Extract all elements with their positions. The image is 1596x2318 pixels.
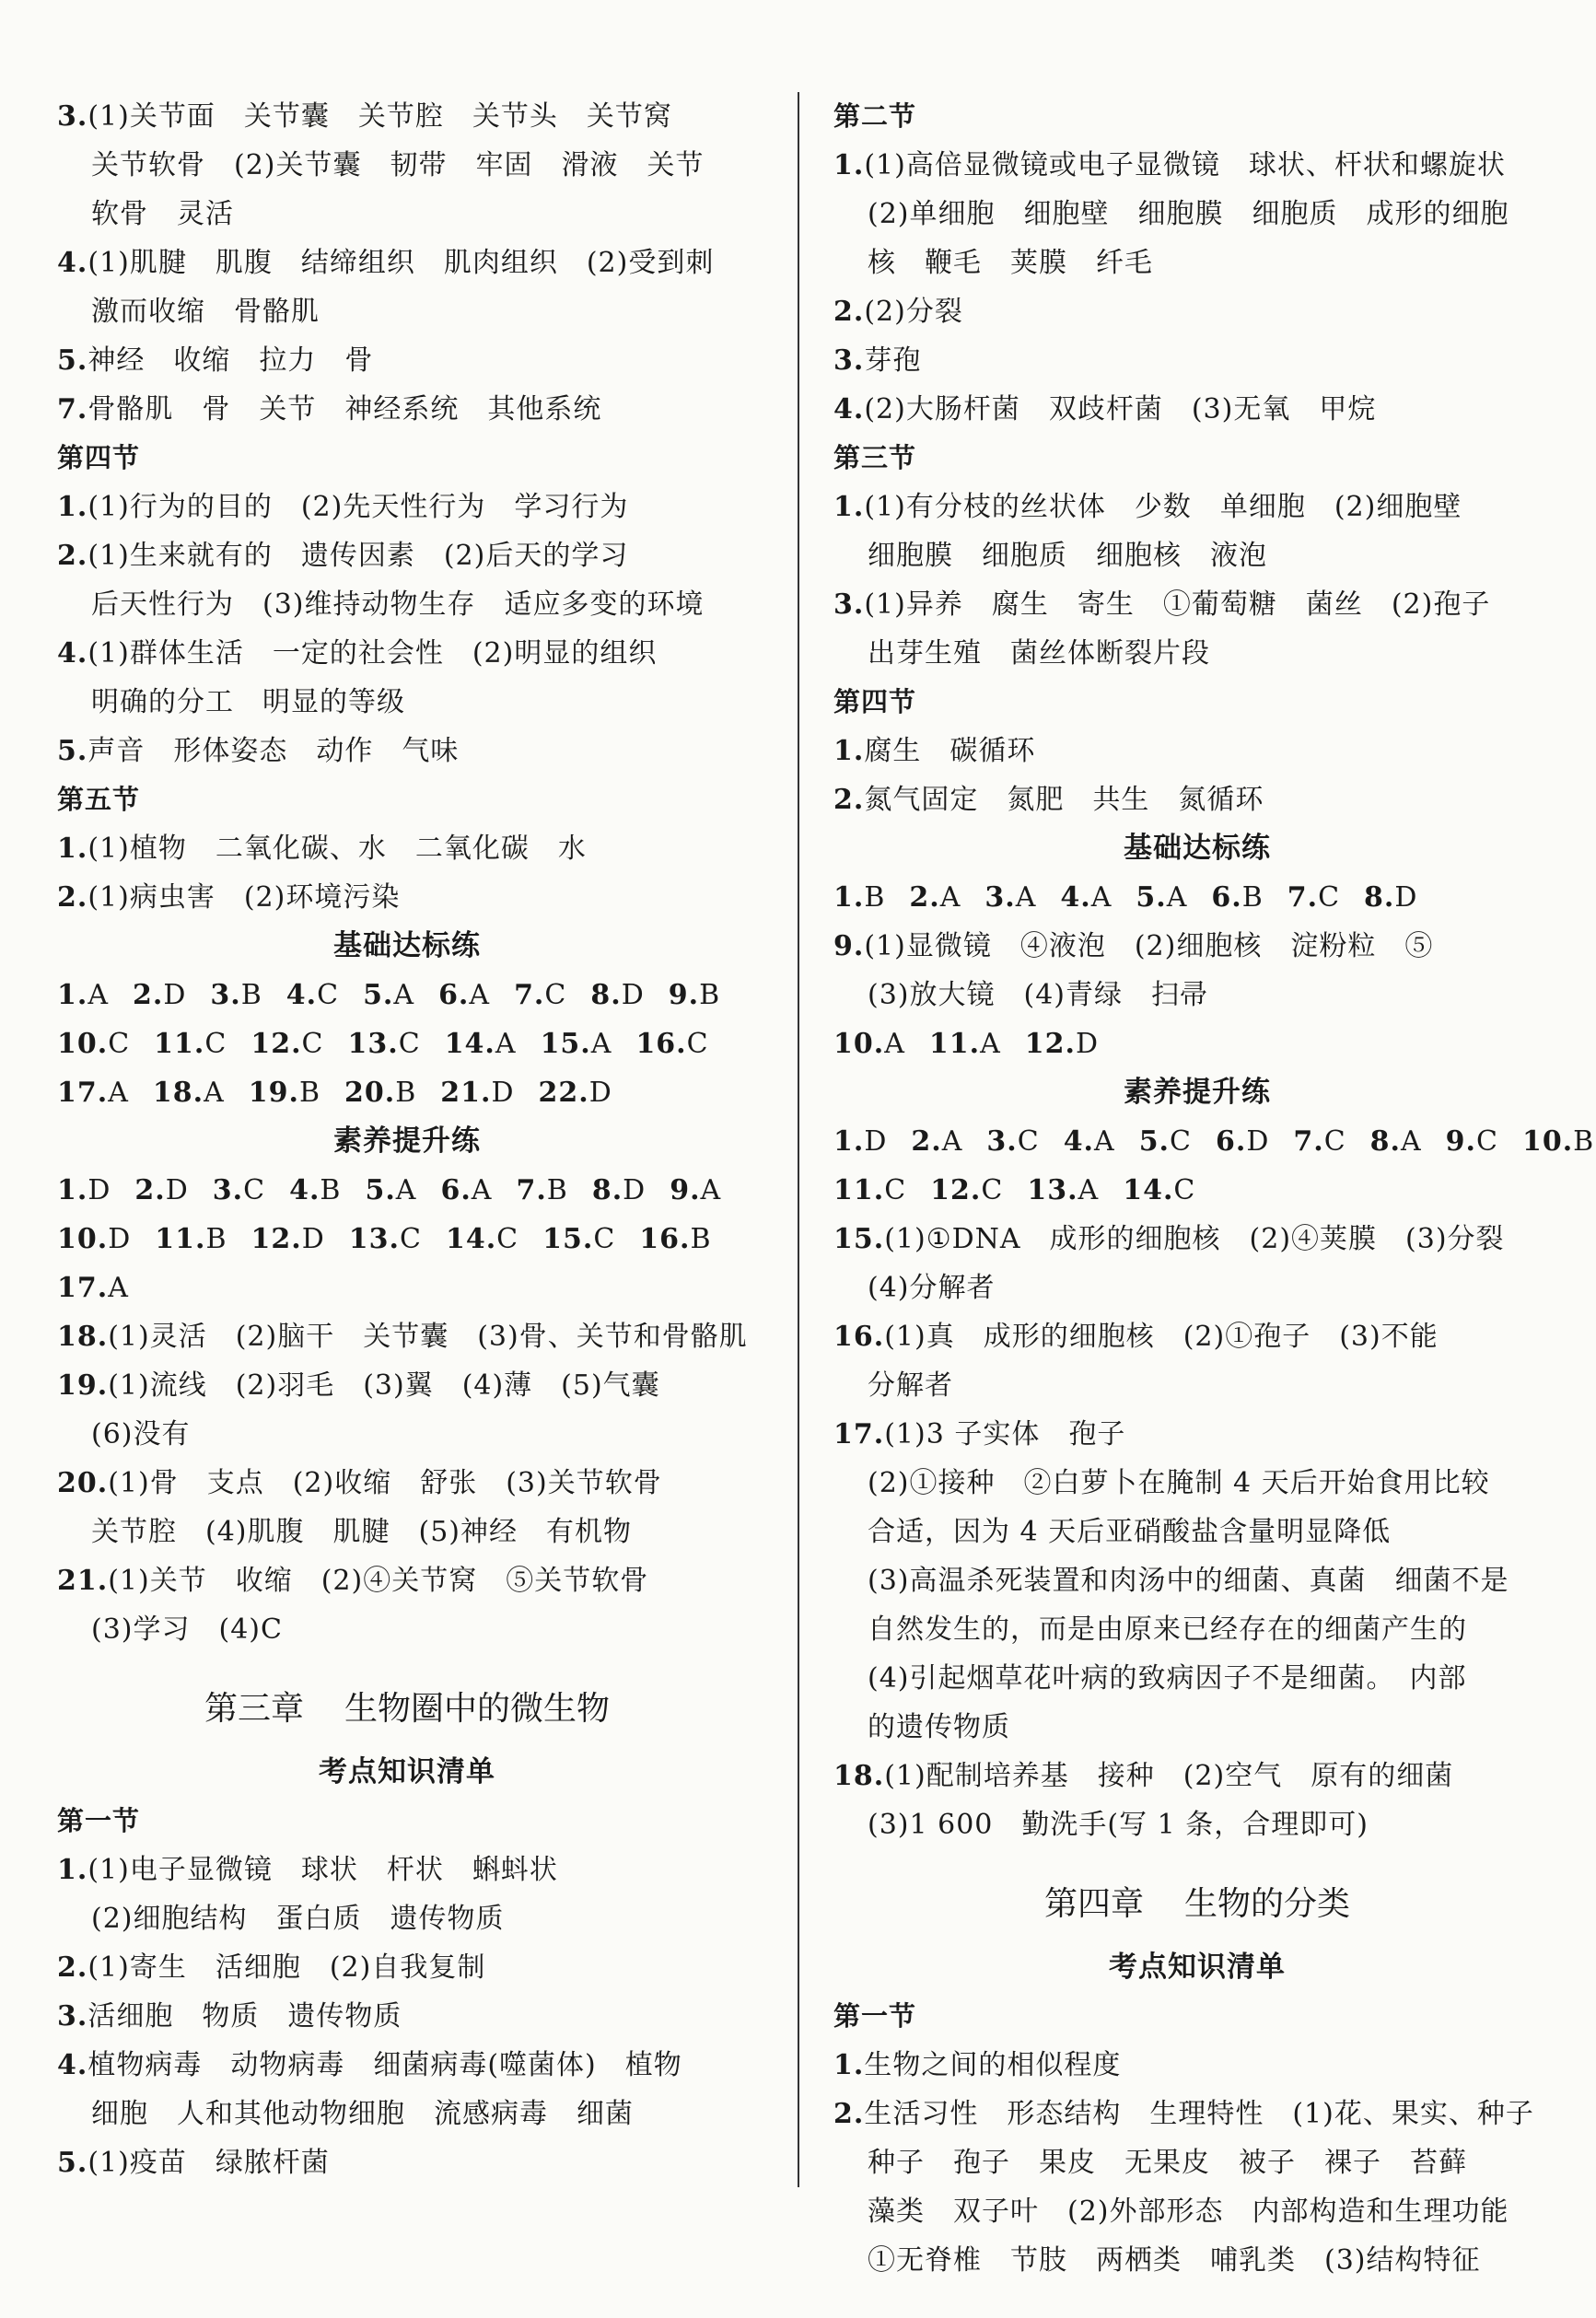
question-number: 5. [363,979,394,1011]
answer-letter: C [398,1028,421,1060]
answer-line: (6)没有 [91,1418,191,1450]
answer-letter: C [884,1174,907,1206]
answer-letter: C [243,1174,266,1206]
question-number: 10. [57,1223,109,1255]
answer-letter: C [1318,881,1341,914]
question-number: 2. [134,1174,166,1206]
question-number: 3. [986,1125,1018,1158]
answer-line: (3)放大镜 (4)青绿 扫帚 [868,979,1208,1011]
question-number: 2. [911,1125,942,1158]
answer-letter: B [240,979,262,1011]
question-number: 5. [1138,1125,1171,1158]
answer-line: 3.活细胞 物质 遗传物质 [57,2000,402,2033]
answer-item [539,1068,612,1117]
answer-line: 1.(1)电子显微镜 球状 杆状 蝌蚪状 [57,1854,558,1886]
answer-item [833,1117,887,1166]
answer-item [286,971,339,1019]
answer-line: 2.(1)生来就有的 遗传因素 (2)后天的学习 [57,540,629,572]
question-number: 10. [833,1028,885,1060]
question-number: 15. [542,1223,594,1255]
answer-letter: B [690,1223,712,1255]
answer-line: 2.生活习性 形态结构 生理特性 (1)花、果实、种子 [833,2098,1534,2130]
question-number: 14. [1123,1174,1174,1206]
answer-item [542,1215,615,1264]
answer-line: (2)细胞结构 蛋白质 遗传物质 [91,1903,505,1935]
answer-line: 2.(2)分裂 [833,296,963,328]
answer-letter: A [108,1077,129,1109]
answer-line: 17.(1)3 子实体 孢子 [833,1418,1126,1450]
answer-item [446,1215,518,1264]
answer-line: 2.氮气固定 氮肥 共生 氮循环 [833,784,1264,816]
question-number: 8. [1364,881,1395,914]
answer-item [1060,873,1112,922]
answer-letter: A [1166,881,1188,914]
answer-letter: D [1394,881,1418,914]
answer-item [133,971,186,1019]
answer-line: 5.神经 收缩 拉力 骨 [57,344,374,377]
answer-line: 16.(1)真 成形的细胞核 (2)①孢子 (3)不能 [833,1321,1439,1353]
question-number: 13. [347,1028,399,1060]
answer-letter: A [1401,1125,1422,1158]
answer-line: 4.(1)肌腱 肌腹 结缔组织 肌肉组织 (2)受到刺 [57,247,715,279]
question-number: 6. [1211,881,1242,914]
answer-item [153,1068,225,1117]
answer-letter: A [471,1174,493,1206]
answer-line: 自然发生的，而是由原来已经存在的细菌产生的 [868,1613,1467,1646]
answer-line: 9.(1)显微镜 ④液泡 (2)细胞核 淀粉粒 ⑤ [833,930,1434,962]
answer-letter: D [301,1223,325,1255]
answer-grid-row [57,1068,757,1117]
answer-letter: D [108,1223,132,1255]
answer-item [592,1166,646,1215]
question-number: 8. [1369,1125,1401,1158]
answer-item [365,1166,416,1215]
chapter-title: 第四章 生物的分类 [1043,1885,1351,1923]
section-heading: 第四节 [57,442,141,473]
answer-line: 18.(1)灵活 (2)脑干 关节囊 (3)骨、关节和骨骼肌 [57,1321,748,1353]
answer-line: 藻类 双子叶 (2)外部形态 内部构造和生理功能 [868,2196,1509,2228]
answer-grid-row [833,1117,1595,1166]
column-divider [798,92,799,2187]
answer-item [249,1068,320,1117]
answer-line: 分解者 [868,1369,953,1402]
answer-line: 19.(1)流线 (2)羽毛 (3)翼 (4)薄 (5)气囊 [57,1369,660,1402]
answer-letter: D [163,979,187,1011]
answer-line: 1.生物之间的相似程度 [833,2049,1122,2081]
answer-item [516,1166,567,1215]
answer-line: 1.(1)植物 二氧化碳、水 二氧化碳 水 [57,833,587,865]
answer-item [445,1019,517,1068]
section-heading: 第四节 [833,686,917,717]
answer-line: 1.(1)行为的目的 (2)先天性行为 学习行为 [57,491,629,523]
answer-line: 5.声音 形体姿态 动作 气味 [57,735,460,767]
answer-line: (4)分解者 [868,1272,996,1304]
answer-grid-row [57,1215,757,1264]
answer-line: 3.芽孢 [833,344,922,377]
answer-item [154,1019,227,1068]
answer-line: 关节腔 (4)肌腹 肌腱 (5)神经 有机物 [91,1516,632,1548]
answer-line: 的遗传物质 [868,1711,1010,1743]
answer-item [1370,1117,1422,1166]
question-number: 8. [591,1174,623,1206]
answer-item [833,1166,906,1215]
answer-item [289,1166,341,1215]
question-number: 11. [155,1223,206,1255]
question-number: 1. [57,979,88,1011]
question-number: 7. [1293,1125,1324,1158]
question-number: 20. [344,1077,396,1109]
question-number: 22. [538,1077,589,1109]
answer-line: 明确的分工 明显的等级 [91,686,405,718]
answer-item [213,1166,265,1215]
question-number: 8. [590,979,622,1011]
answer-letter: A [204,1077,225,1109]
question-number: 9. [668,979,700,1011]
answer-item [1216,1117,1269,1166]
right-column [833,92,1595,2285]
answer-letter: A [884,1028,905,1060]
question-number: 4. [289,1174,320,1206]
answer-line: 激而收缩 骨骼肌 [91,296,320,328]
answer-grid-row [57,1019,757,1068]
question-number: 4. [1060,881,1091,914]
answer-item [57,1166,111,1215]
answer-item [670,1166,721,1215]
answer-item [1364,873,1417,922]
answer-item [251,1215,325,1264]
answer-item [57,1068,129,1117]
answer-letter: B [395,1077,417,1109]
answer-letter: D [864,1125,888,1158]
answer-item [541,1019,612,1068]
answer-line: 合适，因为 4 天后亚硝酸盐含量明显降低 [868,1516,1392,1548]
answer-item [909,873,961,922]
question-number: 1. [57,1174,88,1206]
question-number: 4. [285,979,318,1011]
answer-letter: B [205,1223,227,1255]
answer-line: 4.(1)群体生活 一定的社会性 (2)明显的组织 [57,637,658,670]
answer-letter: C [1173,1174,1196,1206]
question-number: 5. [365,1174,396,1206]
answer-line: 1.(1)有分枝的丝状体 少数 单细胞 (2)细胞壁 [833,491,1462,523]
question-number: 14. [444,1028,495,1060]
answer-item [57,1264,129,1312]
question-number: 10. [57,1028,109,1060]
left-column [57,92,757,2187]
answer-item [514,971,566,1019]
answer-letter: C [496,1223,519,1255]
answer-letter: A [700,1174,722,1206]
answer-item [986,1117,1039,1166]
answer-letter: A [1090,881,1113,914]
section-heading: 第三节 [833,442,917,473]
answer-line: (2)单细胞 细胞壁 细胞膜 细胞质 成形的细胞 [868,198,1509,230]
answer-item [57,1019,130,1068]
answer-letter: D [165,1174,189,1206]
question-number: 12. [1024,1028,1076,1060]
question-number: 7. [1287,881,1319,914]
answer-letter: C [204,1028,227,1060]
answer-line: 15.(1)①DNA 成形的细胞核 (2)④荚膜 (3)分裂 [833,1223,1505,1255]
answer-letter: A [1094,1125,1115,1158]
answer-line: 20.(1)骨 支点 (2)收缩 舒张 (3)关节软骨 [57,1467,662,1499]
answer-grid-row [833,873,1561,922]
answer-line: 2.(1)寄生 活细胞 (2)自我复制 [57,1951,486,1984]
answer-letter: A [87,979,109,1011]
question-number: 6. [1215,1125,1247,1158]
answer-item [930,1166,1003,1215]
answer-item [250,1019,323,1068]
answer-item [363,971,414,1019]
answer-item [1027,1166,1099,1215]
answer-line: (3)学习 (4)C [91,1613,283,1646]
answer-letter: C [1323,1125,1346,1158]
answer-item [1211,873,1263,922]
subsection-title: 基础达标练 [1124,832,1271,865]
question-number: 11. [928,1028,981,1060]
answer-letter: A [108,1272,129,1304]
answer-letter: D [1075,1028,1100,1060]
question-number: 3. [212,1174,244,1206]
answer-letter: B [864,881,886,914]
answer-line: 核 鞭毛 荚膜 纤毛 [868,247,1153,279]
answer-item [1287,873,1340,922]
answer-item [440,1166,492,1215]
answer-item [344,1068,416,1117]
question-number: 9. [670,1174,701,1206]
answer-item [911,1117,962,1166]
answer-letter: B [320,1174,342,1206]
answer-line: 出芽生殖 菌丝体断裂片段 [868,637,1210,670]
answer-line: (2)①接种 ②白萝卜在腌制 4 天后开始食用比较 [868,1467,1490,1499]
answer-item [635,1019,708,1068]
answer-letter: A [395,1174,417,1206]
answer-item [1064,1117,1115,1166]
question-number: 11. [154,1028,205,1060]
answer-letter: C [1476,1125,1498,1158]
answer-letter: C [1017,1125,1040,1158]
answer-line: 1.腐生 碳循环 [833,735,1036,767]
answer-item [1139,1117,1192,1166]
answer-item [155,1215,227,1264]
answer-letter: A [495,1028,517,1060]
answer-line: 关节软骨 (2)关节囊 韧带 牢固 滑液 关节 [91,149,705,181]
subsection-title: 基础达标练 [333,929,481,962]
section-heading: 第一节 [57,1805,141,1836]
answer-line: 后天性行为 (3)维持动物生存 适应多变的环境 [91,588,705,621]
answer-item [349,1215,422,1264]
answer-item [134,1166,188,1215]
answer-item [1522,1117,1594,1166]
answer-line: 21.(1)关节 收缩 (2)④关节窝 ⑤关节软骨 [57,1565,649,1597]
answer-item [1293,1117,1346,1166]
question-number: 1. [833,881,865,914]
answer-letter: A [1015,881,1037,914]
answer-line: (4)引起烟草花叶病的致病因子不是细菌。 内部 [868,1662,1467,1695]
question-number: 2. [133,979,164,1011]
answer-letter: A [1078,1174,1100,1206]
answer-letter: A [469,979,491,1011]
question-number: 12. [930,1174,982,1206]
question-number: 3. [984,881,1016,914]
answer-grid-row [833,1166,1561,1215]
answer-line: 细胞膜 细胞质 细胞核 液泡 [868,540,1267,572]
answer-item [833,1019,905,1068]
answer-grid-row [57,971,757,1019]
answer-letter: B [1241,881,1264,914]
answer-letter: A [393,979,415,1011]
answer-grid-row [833,1019,1561,1068]
answer-line: 4.(2)大肠杆菌 双歧杆菌 (3)无氧 甲烷 [833,393,1377,425]
question-number: 6. [440,1174,472,1206]
question-number: 6. [438,979,470,1011]
answer-letter: B [699,979,721,1011]
answer-item [1123,1166,1195,1215]
answer-letter: C [317,979,340,1011]
answer-item [1025,1019,1099,1068]
answer-grid-row [57,1166,757,1215]
question-number: 17. [57,1077,109,1109]
answer-line: 3.(1)关节面 关节囊 关节腔 关节头 关节窝 [57,100,672,133]
answer-letter: B [546,1174,568,1206]
answer-letter: C [399,1223,422,1255]
answer-line: 2.(1)病虫害 (2)环境污染 [57,881,401,914]
answer-item [57,1215,131,1264]
answer-item [590,971,644,1019]
answer-letter: D [588,1077,612,1109]
answer-line: 4.植物病毒 动物病毒 细菌病毒(噬菌体) 植物 [57,2049,682,2081]
question-number: 16. [635,1028,687,1060]
question-number: 12. [250,1223,302,1255]
question-number: 13. [348,1223,400,1255]
subsection-title: 考点知识清单 [1109,1951,1286,1984]
answer-letter: B [1573,1125,1595,1158]
subsection-title: 素养提升练 [333,1124,481,1158]
question-number: 5. [1136,881,1167,914]
answer-item [984,873,1036,922]
answer-line: (3)1 600 勤洗手(写 1 条，合理即可) [868,1809,1369,1841]
question-number: 11. [833,1174,885,1206]
question-number: 13. [1027,1174,1078,1206]
answer-line: 3.(1)异养 腐生 寄生 ①葡萄糖 菌丝 (2)孢子 [833,588,1491,621]
answer-item [210,971,262,1019]
question-number: 9. [1445,1125,1476,1158]
answer-item [1136,873,1187,922]
answer-line: 细胞 人和其他动物细胞 流感病毒 细菌 [91,2098,634,2130]
chapter-title: 第三章 生物圈中的微生物 [204,1690,611,1728]
subsection-title: 考点知识清单 [319,1755,495,1788]
question-number: 10. [1521,1125,1574,1158]
question-number: 14. [445,1223,497,1255]
answer-item [438,971,490,1019]
question-number: 16. [639,1223,691,1255]
answer-line: 7.骨骼肌 骨 关节 神经系统 其他系统 [57,393,602,425]
answer-letter: C [544,979,567,1011]
answer-item [639,1215,711,1264]
answer-line: 软骨 灵活 [91,198,234,230]
answer-item [669,971,720,1019]
question-number: 19. [248,1077,299,1109]
answer-letter: D [1246,1125,1270,1158]
answer-line: 18.(1)配制培养基 接种 (2)空气 原有的细菌 [833,1760,1454,1792]
answer-line: ①无脊椎 节肢 两栖类 哺乳类 (3)结构特征 [868,2244,1481,2277]
question-number: 18. [152,1077,204,1109]
answer-item [1446,1117,1498,1166]
section-heading: 第一节 [833,2000,917,2032]
answer-letter: C [301,1028,324,1060]
answer-line: 5.(1)疫苗 绿脓杆菌 [57,2147,330,2179]
answer-letter: D [491,1077,515,1109]
answer-item [833,873,885,922]
section-heading: 第二节 [833,100,917,132]
question-number: 4. [1063,1125,1095,1158]
answer-item [348,1019,421,1068]
question-number: 7. [516,1174,547,1206]
answer-line: 种子 孢子 果皮 无果皮 被子 裸子 苔藓 [868,2147,1467,2179]
answer-letter: C [593,1223,616,1255]
answer-letter: D [87,1174,111,1206]
question-number: 12. [250,1028,302,1060]
answer-letter: A [590,1028,612,1060]
question-number: 17. [57,1272,109,1304]
answer-letter: D [623,1174,647,1206]
section-heading: 第五节 [57,784,141,815]
answer-letter: A [941,1125,963,1158]
question-number: 15. [540,1028,591,1060]
answer-letter: C [1170,1125,1192,1158]
answer-letter: D [621,979,645,1011]
answer-letter: C [981,1174,1004,1206]
question-number: 21. [440,1077,492,1109]
answer-grid-row [57,1264,757,1312]
answer-letter: C [686,1028,709,1060]
answer-letter: A [980,1028,1001,1060]
answer-letter: C [108,1028,131,1060]
question-number: 2. [909,881,940,914]
answer-item [57,971,109,1019]
question-number: 1. [833,1125,865,1158]
answer-line: 1.(1)高倍显微镜或电子显微镜 球状、杆状和螺旋状 [833,149,1506,181]
answer-item [440,1068,514,1117]
answer-line: (3)高温杀死装置和肉汤中的细菌、真菌 细菌不是 [868,1565,1509,1597]
answer-item [929,1019,1001,1068]
question-number: 3. [210,979,241,1011]
subsection-title: 素养提升练 [1124,1076,1271,1109]
answer-letter: B [298,1077,320,1109]
answer-letter: A [939,881,961,914]
question-number: 7. [514,979,545,1011]
